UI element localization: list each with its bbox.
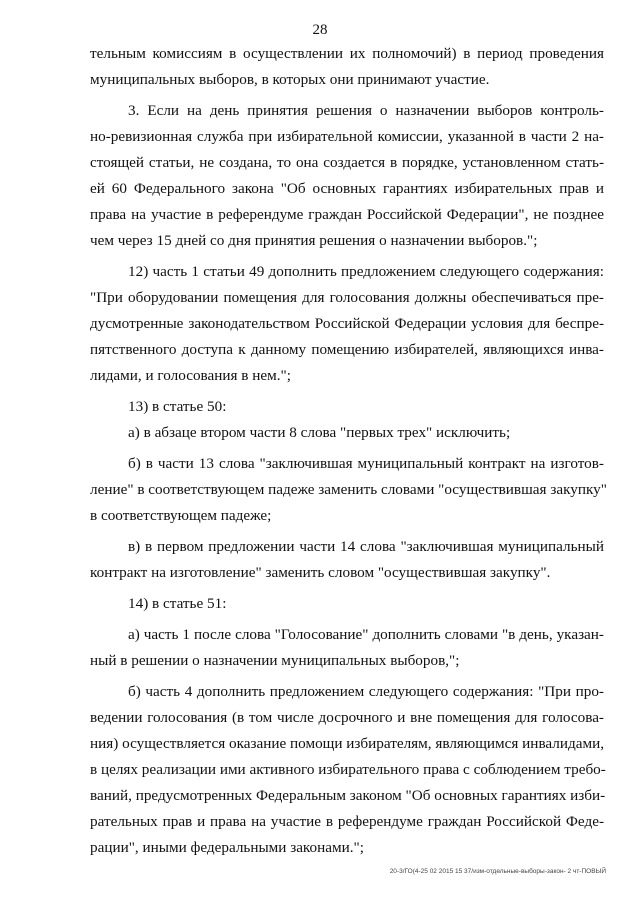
text-line: но-ревизионная служба при избирательной комиссии, указанной в части 2 на- <box>90 128 604 145</box>
text-line: в соответствующем падеже; <box>90 507 272 524</box>
text-line: ведении голосования (в том числе досрочного и вне помещения для голосова- <box>90 709 604 726</box>
text-line: тельным комиссиям в осуществлении их полномочий) в период проведения <box>90 45 604 62</box>
footer-file-path: 20-3/ГО(4-25 02 2015 15 37/изм-отдельные-выборы-закон- 2 чт-ПОВЫЙ <box>389 868 606 875</box>
text-line: а) в абзаце втором части 8 слова "первых трех" исключить; <box>128 424 511 441</box>
text-line: чем через 15 дней со дня принятия решения о назначении выборов."; <box>90 232 538 249</box>
text-line: ный в решении о назначении муниципальных выборов,"; <box>90 652 460 669</box>
text-line: стоящей статьи, не создана, то она создается в порядке, установленном стать- <box>90 154 604 171</box>
text-line: б) в части 13 слова "заключившая муниципальный контракт на изготов- <box>128 455 604 472</box>
text-line: ваний, предусмотренных Федеральным законом "Об основных гарантиях изби- <box>90 787 606 804</box>
text-line: права на участие в референдуме граждан Российской Федерации", не позднее <box>90 206 604 223</box>
text-line: а) часть 1 после слова "Голосование" дополнить словами "в день, указан- <box>128 626 604 643</box>
text-line: лидами, и голосования в нем."; <box>90 367 291 384</box>
text-line: в) в первом предложении части 14 слова "заключившая муниципальный <box>128 538 604 555</box>
text-line: 12) часть 1 статьи 49 дополнить предложением следующего содержания: <box>128 263 604 280</box>
text-line: контракт на изготовление" заменить словом "осуществившая закупку". <box>90 564 551 581</box>
text-line: ей 60 Федерального закона "Об основных гарантиях избирательных прав и <box>90 180 604 197</box>
text-line: муниципальных выборов, в которых они принимают участие. <box>90 71 490 88</box>
text-line: рации", иными федеральными законами."; <box>90 839 364 856</box>
text-line: "При оборудовании помещения для голосования должны обеспечиваться пре- <box>90 289 604 306</box>
text-line: дусмотренные законодательством Российской Федерации условия для беспре- <box>90 315 604 332</box>
text-line: рательных прав и права на участие в референдуме граждан Российской Феде- <box>90 813 604 830</box>
text-line: 3. Если на день принятия решения о назначении выборов контроль- <box>128 102 604 119</box>
text-line: пятственного доступа к данному помещению избирателей, являющихся инва- <box>90 341 604 358</box>
text-line: в целях реализации ими активного избирательного права с соблюдением требо- <box>90 761 606 778</box>
text-line: б) часть 4 дополнить предложением следующего содержания: "При про- <box>128 683 604 700</box>
page-number: 28 <box>312 22 328 38</box>
text-line: ния) осуществляется оказание помощи избирателям, являющимся инвалидами, <box>90 735 604 752</box>
text-line: ление" в соответствующем падеже заменить словами "осуществившая закупку" <box>90 481 607 498</box>
text-line: 14) в статье 51: <box>128 595 227 612</box>
text-line: 13) в статье 50: <box>128 398 227 415</box>
